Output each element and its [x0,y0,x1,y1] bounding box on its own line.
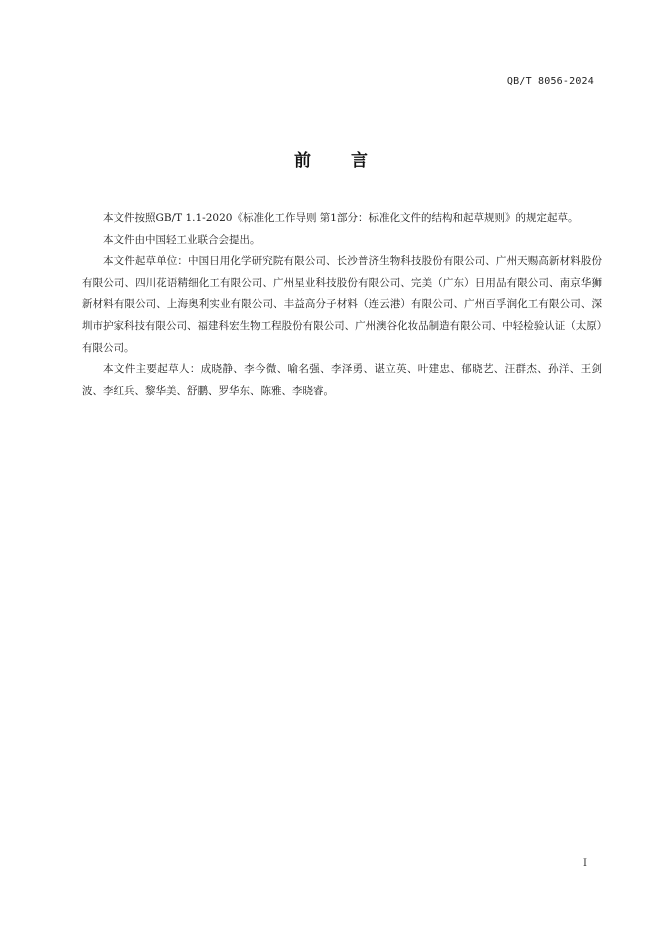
title-char-1: 前 [294,151,311,171]
foreword-body [82,208,602,402]
page-number: I [583,858,587,869]
paragraph-drafting-units: 本文件起草单位：中国日用化学研究院有限公司、长沙普济生物科技股份有限公司、广州天赐高新材料股份有限公司、四川花语精细化工有限公司、广州星业科技股份有限公司、完美（广东）日用品有限公司、南京华狮新材料有限公司、上海奥利实业有限公司、丰益高分子材料（连云港）有限公司、广州百孚润化工有限公司、深圳市护家科技有限公司、福建科宏生物工程股份有限公司、广州澳谷化妆品制造有限公司、中轻检验认证（太原）有限公司。 [82,255,602,354]
paragraph-drafters: 本文件主要起草人：成晓静、李今微、喻名强、李泽勇、谌立英、叶建忠、郁晓艺、汪群杰、孙洋、王剑波、李红兵、黎华美、舒鹏、罗华东、陈雅、李晓睿。 [82,363,602,397]
paragraph-proposer: 本文件由中国轻工业联合会提出。 [103,233,261,246]
paragraph-drafting-rules: 本文件按照GB/T 1.1-2020《标准化工作导则 第1部分：标准化文件的结构和起草规则》的规定起草。 [103,212,579,224]
title-char-2: 言 [351,151,368,171]
standard-code: QB/T 8056-2024 [506,76,594,87]
page-title [0,146,662,171]
